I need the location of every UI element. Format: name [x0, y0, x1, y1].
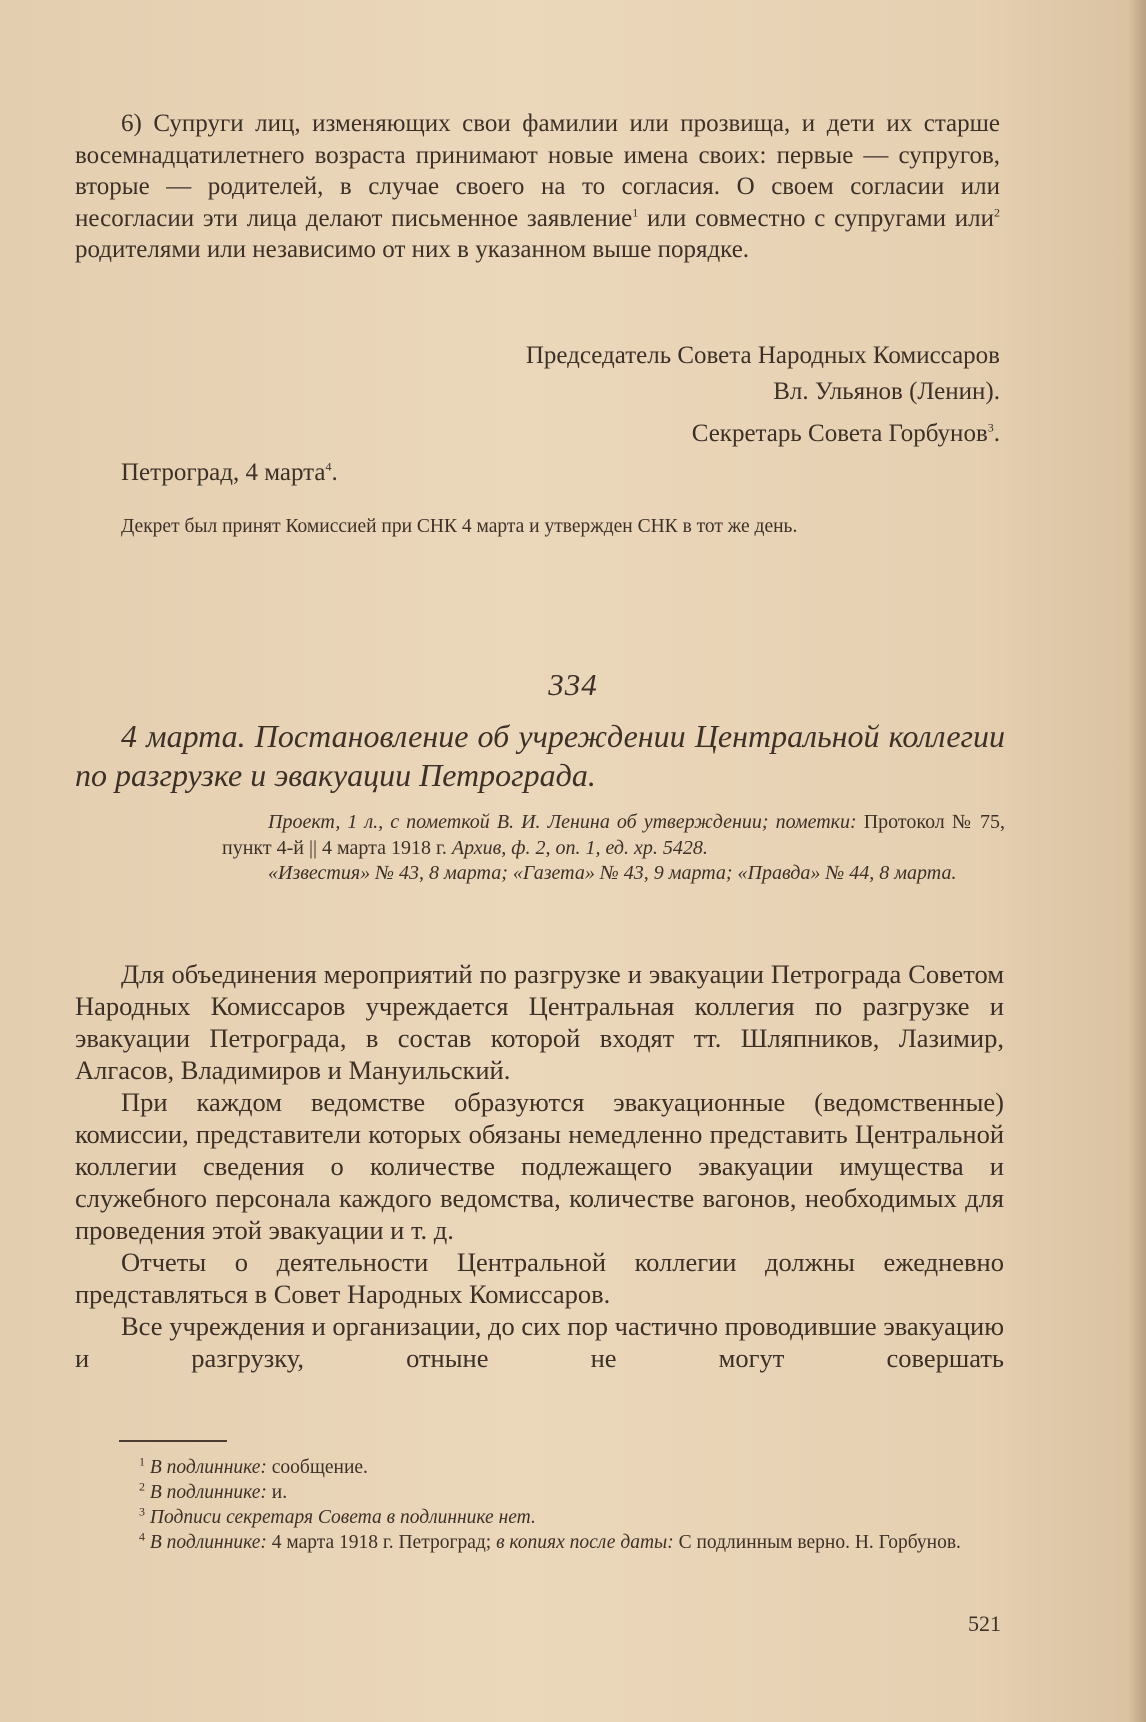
footnote-4-mark: 4 [139, 1529, 145, 1544]
body-paragraph-1: Для объединения мероприятий по разгрузке и эвакуации Петрограда Советом Народных Комиссаров учреждается Центральная коллегия по разгрузке и эвакуации Петрограда, в состав которой входят тт. Шляпников, Лазимир, Алгасов, Владимиров и Мануильский. [75, 959, 1004, 1085]
place-date [121, 459, 338, 487]
place-date-text: Петроград, 4 марта [121, 459, 326, 486]
place-date-end: . [331, 459, 338, 486]
footnote-1-text: сообщение. [266, 1457, 368, 1478]
footnote-1-italic: В подлиннике: [149, 1457, 267, 1478]
footnote-ref-2: 2 [994, 205, 1000, 220]
chairman-signature [526, 338, 1000, 410]
editorial-note [75, 514, 1001, 539]
footnote-3-italic: Подписи секретаря Совета в подлиннике нет. [149, 1507, 536, 1528]
footnotes [75, 1455, 1001, 1555]
source-archive-ref: Архив, ф. 2, оп. 1, ед. хр. 5428. [451, 836, 708, 859]
footnote-1-mark: 1 [139, 1454, 145, 1469]
footnote-ref-3: 3 [987, 420, 994, 435]
source-archive-italic: Проект, 1 л., с пометкой В. И. Ленина об утверждении; пометки: [268, 811, 857, 833]
footnote-3 [75, 1505, 1001, 1530]
document-number: 334 [548, 667, 598, 702]
source-archive [222, 810, 1005, 861]
footnote-4-text-2: С подлинным верно. Н. Горбунов. [673, 1532, 961, 1553]
footnote-1 [75, 1455, 1001, 1480]
footnote-3-mark: 3 [139, 1504, 145, 1519]
body-paragraph-3: Отчеты о деятельности Центральной коллегии должны ежедневно представляться в Совет Народных Комиссаров. [75, 1247, 1004, 1309]
document-body [75, 958, 1004, 1374]
footnote-4-italic: В подлиннике: [149, 1532, 267, 1553]
page-edge-shadow [1128, 0, 1146, 1722]
footnote-ref-1: 1 [632, 205, 639, 220]
source-archive-plain: Протокол № 75, пункт 4-й || 4 марта 1918 г. [222, 811, 1006, 859]
chairman-line-1: Председатель Совета Народных Комиссаров [525, 342, 1000, 369]
paragraph-6-mid: или совместно с супругами или [638, 204, 994, 232]
source-publications: «Известия» № 43, 8 марта; «Газета» № 43, 9 марта; «Правда» № 44, 8 марта. [268, 862, 957, 884]
footnote-2-italic: В подлиннике: [149, 1482, 267, 1503]
secretary-end: . [993, 420, 1000, 447]
page-number: 521 [968, 1611, 1001, 1636]
paragraph-6-text: 6) Супруги лиц, изменяющих свои фамилии или прозвища, и дети их старше восемнадцатилетнего возраста принимают новые имена своих: первые — супругов, вторые — родителей, в случае своего на то согласия. О своем согласии или несогласии эти лица делают письменное заявление [75, 110, 1000, 232]
footnote-divider [119, 1440, 227, 1442]
document-title: 4 марта. Постановление об учреждении Центральной коллегии по разгрузке и эвакуации Петрограда. [75, 718, 1005, 793]
body-paragraph-2: При каждом ведомстве образуются эвакуационные (ведомственные) комиссии, представители которых обязаны немедленно представить Центральной коллегии сведения о количестве подлежащего эвакуации имущества и служебного персонала каждого ведомства, количестве вагонов, необходимых для проведения этой эвакуации и т. д. [75, 1087, 1004, 1245]
footnote-2 [75, 1480, 1001, 1505]
paragraph-6 [75, 108, 1000, 266]
chairman-line-2: Вл. Ульянов (Ленин). [773, 378, 1000, 405]
editorial-note-text: Декрет был принят Комиссией при СНК 4 марта и утвержден СНК в тот же день. [121, 516, 798, 537]
footnote-ref-4: 4 [325, 459, 332, 474]
footnote-4-text: 4 марта 1918 г. Петроград; [266, 1532, 497, 1553]
body-paragraph-4: Все учреждения и организации, до сих пор частично проводившие эвакуацию и разгрузку, отныне не могут совершать [75, 1311, 1004, 1373]
footnote-2-text: и. [266, 1482, 288, 1503]
paragraph-6-end: родителями или независимо от них в указанном выше порядке. [75, 236, 750, 263]
footnote-4-italic-2: в копиях после даты: [496, 1532, 674, 1553]
secretary-text: Секретарь Совета Горбунов [691, 420, 988, 447]
footnote-4 [75, 1530, 1001, 1555]
footnote-2-mark: 2 [139, 1479, 145, 1494]
secretary-signature [692, 416, 1000, 452]
document-sources [222, 810, 1005, 887]
